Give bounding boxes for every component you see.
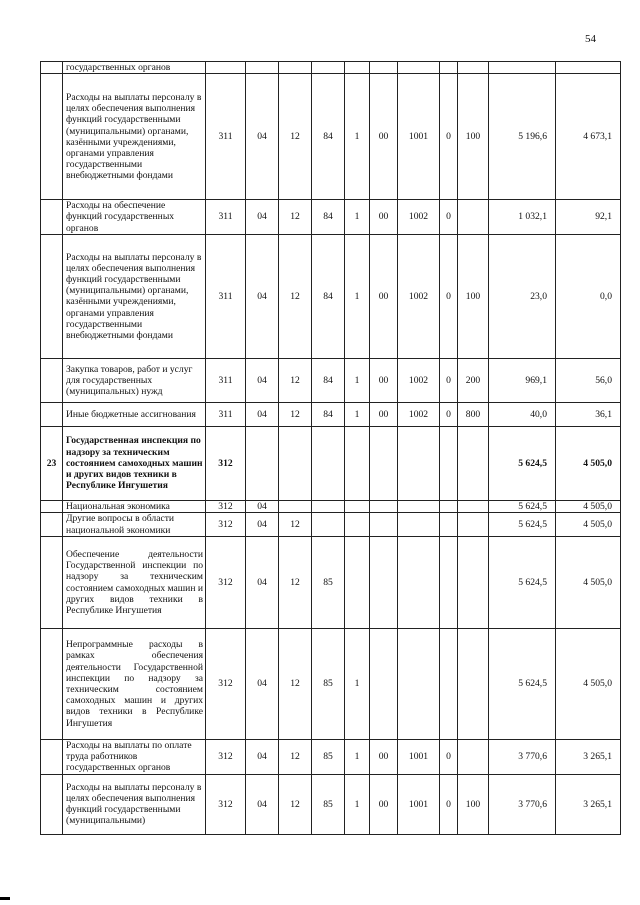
cell-pr: 12 (279, 234, 312, 358)
cell-p1: 85 (312, 740, 345, 775)
table-row (41, 740, 621, 775)
cell-vr (458, 513, 489, 537)
cell-sum1: 5 624,5 (489, 629, 556, 740)
table-row (41, 74, 621, 200)
cell-p5: 0 (440, 234, 458, 358)
cell-p3: 00 (370, 234, 398, 358)
cell-pr: 12 (279, 629, 312, 740)
cell-p3 (370, 537, 398, 629)
cell-p2: 1 (345, 74, 370, 200)
cell-vr: 800 (458, 402, 489, 426)
cell-name: Расходы на выплаты персоналу в целях обеспечения выполнения функций государственными (муниципальными) (63, 774, 206, 834)
cell-name: Расходы на выплаты персоналу в целях обеспечения выполнения функций государственными (муниципальными) органами, казёнными учреждениями, органами управления государственными внебюджетными фондами (63, 234, 206, 358)
cell-p5 (440, 513, 458, 537)
cell-name: Государственная инспекция по надзору за техническим состоянием самоходных машин и других видов техники в Республике Ингушетия (63, 426, 206, 500)
cell-ved (206, 62, 246, 74)
cell-ved: 311 (206, 74, 246, 200)
cell-no (41, 74, 63, 200)
cell-vr (458, 62, 489, 74)
cell-p1 (312, 426, 345, 500)
cell-p4 (398, 426, 440, 500)
cell-p4: 1001 (398, 740, 440, 775)
cell-sum2: 3 265,1 (556, 774, 621, 834)
cell-p2 (345, 62, 370, 74)
cell-p3: 00 (370, 740, 398, 775)
cell-vr (458, 500, 489, 512)
cell-p3 (370, 513, 398, 537)
cell-sum1: 969,1 (489, 358, 556, 402)
cell-p5: 0 (440, 774, 458, 834)
cell-pr: 12 (279, 513, 312, 537)
table-row (41, 234, 621, 358)
budget-table (40, 61, 621, 835)
cell-no (41, 500, 63, 512)
table-row (41, 500, 621, 512)
cell-ved: 311 (206, 200, 246, 235)
cell-vr: 100 (458, 774, 489, 834)
cell-rz (246, 426, 279, 500)
cell-name: Иные бюджетные ассигнования (63, 402, 206, 426)
cell-pr (279, 500, 312, 512)
cell-no (41, 402, 63, 426)
cell-name: Национальная экономика (63, 500, 206, 512)
cell-sum2: 3 265,1 (556, 740, 621, 775)
cell-p2: 1 (345, 774, 370, 834)
cell-no (41, 513, 63, 537)
cell-p4 (398, 500, 440, 512)
table-row (41, 62, 621, 74)
cell-p4: 1001 (398, 74, 440, 200)
cell-p4 (398, 513, 440, 537)
cell-p2: 1 (345, 402, 370, 426)
cell-p4: 1002 (398, 358, 440, 402)
cell-p5: 0 (440, 200, 458, 235)
cell-no (41, 537, 63, 629)
cell-ved: 312 (206, 740, 246, 775)
cell-rz: 04 (246, 358, 279, 402)
cell-sum2: 4 673,1 (556, 74, 621, 200)
cell-p3 (370, 629, 398, 740)
cell-sum2: 4 505,0 (556, 426, 621, 500)
cell-rz: 04 (246, 74, 279, 200)
cell-sum2: 4 505,0 (556, 629, 621, 740)
cell-vr (458, 200, 489, 235)
cell-p4: 1001 (398, 774, 440, 834)
cell-vr: 100 (458, 74, 489, 200)
cell-sum1: 1 032,1 (489, 200, 556, 235)
cell-p1: 85 (312, 537, 345, 629)
cell-name: Расходы на выплаты по оплате труда работников государственных органов (63, 740, 206, 775)
cell-p4 (398, 537, 440, 629)
cell-p1 (312, 62, 345, 74)
cell-p1: 84 (312, 358, 345, 402)
cell-ved: 312 (206, 426, 246, 500)
cell-sum2: 0,0 (556, 234, 621, 358)
cell-p5: 0 (440, 740, 458, 775)
cell-rz: 04 (246, 200, 279, 235)
cell-p4 (398, 629, 440, 740)
cell-rz: 04 (246, 513, 279, 537)
cell-p3: 00 (370, 774, 398, 834)
cell-vr: 200 (458, 358, 489, 402)
table-row (41, 200, 621, 235)
cell-p2: 1 (345, 629, 370, 740)
cell-p3: 00 (370, 74, 398, 200)
cell-no (41, 774, 63, 834)
cell-pr: 12 (279, 740, 312, 775)
cell-ved: 312 (206, 629, 246, 740)
table-row (41, 358, 621, 402)
cell-name: государственных органов (63, 62, 206, 74)
cell-rz: 04 (246, 774, 279, 834)
cell-pr (279, 62, 312, 74)
cell-sum2: 92,1 (556, 200, 621, 235)
cell-p3 (370, 426, 398, 500)
cell-pr: 12 (279, 200, 312, 235)
cell-vr (458, 537, 489, 629)
cell-sum1 (489, 62, 556, 74)
cell-no (41, 358, 63, 402)
cell-ved: 311 (206, 358, 246, 402)
cell-sum2: 56,0 (556, 358, 621, 402)
cell-ved: 312 (206, 513, 246, 537)
cell-p4: 1002 (398, 234, 440, 358)
cell-pr: 12 (279, 358, 312, 402)
cell-pr: 12 (279, 74, 312, 200)
cell-pr: 12 (279, 774, 312, 834)
cell-p5 (440, 62, 458, 74)
cell-p1 (312, 513, 345, 537)
cell-p4 (398, 62, 440, 74)
cell-vr (458, 629, 489, 740)
cell-p2: 1 (345, 234, 370, 358)
cell-pr (279, 426, 312, 500)
cell-p1: 84 (312, 402, 345, 426)
cell-sum2: 4 505,0 (556, 513, 621, 537)
cell-p3: 00 (370, 200, 398, 235)
cell-p3 (370, 62, 398, 74)
cell-ved: 312 (206, 774, 246, 834)
cell-p2: 1 (345, 358, 370, 402)
page-number: 54 (585, 33, 596, 45)
cell-p5 (440, 629, 458, 740)
cell-ved: 311 (206, 234, 246, 358)
cell-sum1: 5 624,5 (489, 500, 556, 512)
cell-vr (458, 426, 489, 500)
cell-sum2: 4 505,0 (556, 500, 621, 512)
cell-p5: 0 (440, 74, 458, 200)
cell-sum2: 36,1 (556, 402, 621, 426)
cell-rz: 04 (246, 629, 279, 740)
cell-sum1: 23,0 (489, 234, 556, 358)
cell-no (41, 200, 63, 235)
cell-rz: 04 (246, 537, 279, 629)
cell-ved: 312 (206, 537, 246, 629)
table-row (41, 426, 621, 500)
cell-sum1: 3 770,6 (489, 774, 556, 834)
cell-name: Обеспечение деятельности Государственной инспекции по надзору за техническим состоянием самоходных машин и других видов техники в Республике Ингушетия (63, 537, 206, 629)
cell-name: Другие вопросы в области национальной экономики (63, 513, 206, 537)
cell-rz: 04 (246, 500, 279, 512)
cell-p2 (345, 500, 370, 512)
cell-p1: 85 (312, 629, 345, 740)
cell-p2: 1 (345, 740, 370, 775)
cell-p3: 00 (370, 402, 398, 426)
cell-sum1: 5 624,5 (489, 513, 556, 537)
cell-vr (458, 740, 489, 775)
cell-p5: 0 (440, 358, 458, 402)
cell-p3: 00 (370, 358, 398, 402)
cell-ved: 312 (206, 500, 246, 512)
cell-sum1: 5 196,6 (489, 74, 556, 200)
cell-sum1: 5 624,5 (489, 426, 556, 500)
cell-ved: 311 (206, 402, 246, 426)
cell-pr: 12 (279, 402, 312, 426)
cell-no (41, 629, 63, 740)
cell-vr: 100 (458, 234, 489, 358)
cell-name: Непрограммные расходы в рамках обеспечения деятельности Государственной инспекции по надзору за техническим состоянием самоходных машин и других видов техники в Республике Ингушетия (63, 629, 206, 740)
cell-p2: 1 (345, 200, 370, 235)
cell-no: 23 (41, 426, 63, 500)
table-row (41, 629, 621, 740)
cell-sum1: 5 624,5 (489, 537, 556, 629)
cell-name: Закупка товаров, работ и услуг для государственных (муниципальных) нужд (63, 358, 206, 402)
cell-sum1: 3 770,6 (489, 740, 556, 775)
cell-sum1: 40,0 (489, 402, 556, 426)
cell-p5: 0 (440, 402, 458, 426)
page-edge-mark (0, 897, 10, 900)
cell-rz: 04 (246, 402, 279, 426)
cell-pr: 12 (279, 537, 312, 629)
cell-p4: 1002 (398, 402, 440, 426)
cell-no (41, 234, 63, 358)
cell-p1: 84 (312, 200, 345, 235)
table-row (41, 774, 621, 834)
cell-p5 (440, 426, 458, 500)
cell-rz (246, 62, 279, 74)
table-row (41, 513, 621, 537)
cell-p1: 84 (312, 74, 345, 200)
cell-p3 (370, 500, 398, 512)
cell-sum2: 4 505,0 (556, 537, 621, 629)
cell-p1 (312, 500, 345, 512)
cell-name: Расходы на выплаты персоналу в целях обеспечения выполнения функций государственными (муниципальными) органами, казёнными учреждениями, органами управления государственными внебюджетными фондами (63, 74, 206, 200)
cell-no (41, 740, 63, 775)
cell-p1: 85 (312, 774, 345, 834)
cell-no (41, 62, 63, 74)
cell-p5 (440, 500, 458, 512)
cell-rz: 04 (246, 234, 279, 358)
cell-p5 (440, 537, 458, 629)
table-row (41, 537, 621, 629)
cell-rz: 04 (246, 740, 279, 775)
cell-name: Расходы на обеспечение функций государственных органов (63, 200, 206, 235)
cell-p2 (345, 537, 370, 629)
table-row (41, 402, 621, 426)
cell-p2 (345, 426, 370, 500)
cell-p4: 1002 (398, 200, 440, 235)
cell-p2 (345, 513, 370, 537)
cell-sum2 (556, 62, 621, 74)
cell-p1: 84 (312, 234, 345, 358)
